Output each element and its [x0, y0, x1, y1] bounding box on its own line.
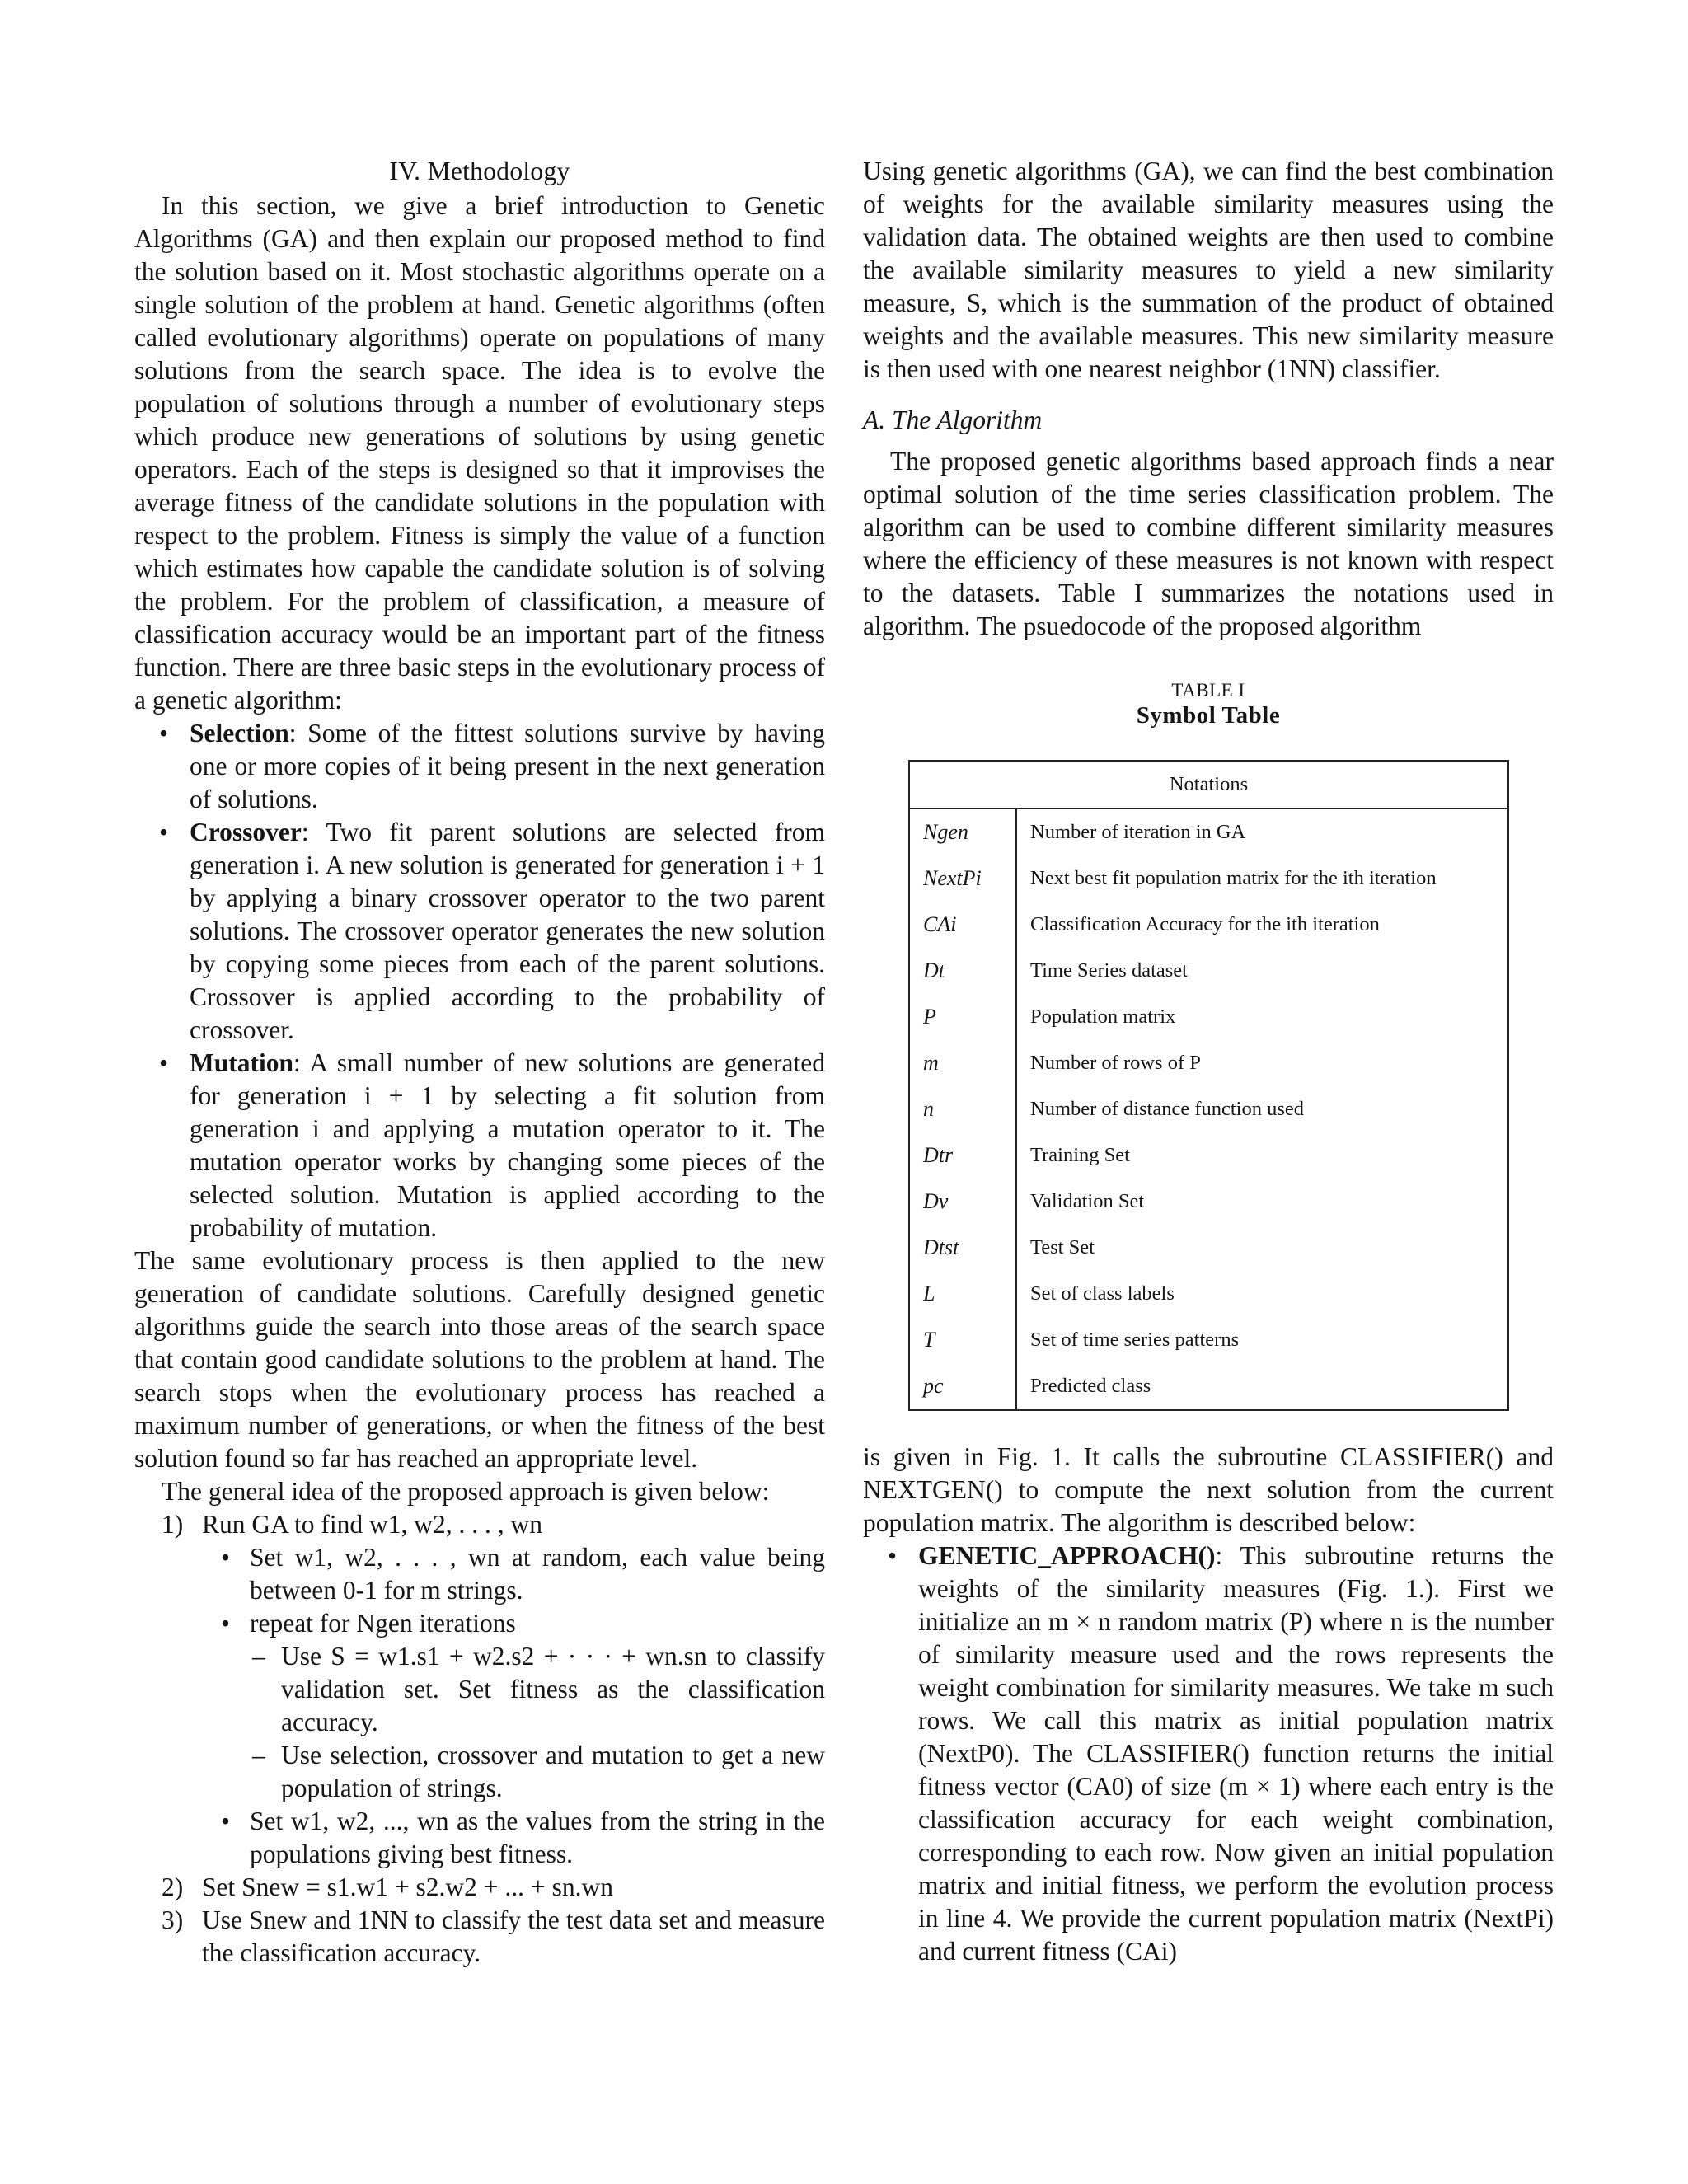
- table-caption: [863, 679, 1554, 729]
- symbol-table: [908, 760, 1509, 1411]
- description-cell: Number of distance function used: [1030, 1098, 1305, 1120]
- step-term: Crossover: [190, 818, 302, 846]
- symbol-cell: CAi: [909, 902, 1016, 948]
- item-text: Use Snew and 1NN to classify the test data set and measure the classification accuracy.: [202, 1905, 825, 1967]
- algorithm-paragraph: The proposed genetic algorithms based approach finds a near optimal solution of the time series classification problem. The algorithm can be used to combine different similarity measures where the efficiency of these measures is not known with respect to the datasets. Table I summarizes the notations used in algorithm. The psuedocode of the proposed algorithm: [863, 447, 1554, 640]
- sub-list-item: • Set w1, w2, ..., wn as the values from the string in the populations giving best fitness.: [134, 1805, 825, 1871]
- dash-list-item: – Use selection, crossover and mutation to get a new population of strings.: [134, 1739, 825, 1805]
- list-item: [134, 1904, 825, 1970]
- subroutine-term: GENETIC_APPROACH(): [918, 1541, 1216, 1570]
- item-text: Set Snew = s1.w1 + s2.w2 + ... + sn.wn: [202, 1872, 613, 1901]
- approach-list: [134, 1508, 825, 1541]
- evolution-paragraph: The same evolutionary process is then applied to the new generation of candidate solutions. Carefully designed genetic algorithms guide the search into those areas of the search space that contain good candidate solutions to the problem at hand. The search stops when the evolutionary process has reached a maximum number of generations, or when the fitness of the best solution found so far has reached an appropriate level.: [134, 1246, 825, 1473]
- ga-steps-list: [134, 717, 825, 1244]
- step-term: Mutation: [190, 1048, 293, 1077]
- table-row: [909, 1317, 1508, 1363]
- table-row: [909, 1086, 1508, 1132]
- symbol-cell: NextPi: [909, 855, 1016, 902]
- symbol-cell: L: [909, 1271, 1016, 1317]
- after-table-paragraph: is given in Fig. 1. It calls the subroutine CLASSIFIER() and NEXTGEN() to compute the next solution from the current population matrix. The algorithm is described below:: [863, 1442, 1554, 1537]
- description-cell: Set of class labels: [1030, 1282, 1175, 1305]
- step-text: : A small number of new solutions are generated for generation i + 1 by selecting a fit solution from generation i and applying a mutation operator to it. The mutation operator works by changing some pieces of the selected solution. Mutation is applied according to the probability of mutation.: [190, 1048, 825, 1242]
- subroutine-list: [863, 1540, 1554, 1968]
- description-cell: Training Set: [1030, 1144, 1130, 1166]
- description-cell: Predicted class: [1030, 1375, 1151, 1397]
- left-column: [134, 155, 825, 1970]
- table-row: [909, 994, 1508, 1040]
- symbol-cell: n: [909, 1086, 1016, 1132]
- description-cell: Classification Accuracy for the ith iteration: [1030, 913, 1380, 935]
- description-cell: Set of time series patterns: [1030, 1329, 1240, 1351]
- symbol-cell: Dtr: [909, 1132, 1016, 1179]
- table-row: [909, 1040, 1508, 1086]
- description-cell: Time Series dataset: [1030, 959, 1188, 982]
- table-row: [909, 808, 1508, 855]
- table-row: [909, 1363, 1508, 1410]
- table-title: Symbol Table: [1136, 702, 1281, 729]
- table-row: [909, 948, 1508, 994]
- table-row: [909, 1271, 1508, 1317]
- step-text: : Two fit parent solutions are selected from generation i. A new solution is generated for generation i + 1 by applying a binary crossover operator to the two parent solutions. The crossover operator generates the new solution by copying some pieces from each of the parent solutions. Crossover is applied according to the probability of crossover.: [190, 818, 825, 1044]
- item-number: 2): [162, 1872, 184, 1901]
- symbol-cell: Ngen: [909, 808, 1016, 855]
- symbol-table-body: [909, 808, 1508, 1410]
- symbol-cell: P: [909, 994, 1016, 1040]
- list-item: [134, 816, 825, 1047]
- symbol-cell: Dtst: [909, 1225, 1016, 1271]
- table-header: Notations: [909, 761, 1508, 808]
- symbol-cell: T: [909, 1317, 1016, 1363]
- description-cell: Test Set: [1030, 1236, 1095, 1258]
- symbol-cell: Dv: [909, 1179, 1016, 1225]
- item-text: Run GA to find w1, w2, . . . , wn: [202, 1510, 543, 1539]
- section-title: IV. Methodology: [389, 157, 570, 185]
- right-column: [863, 155, 1554, 1968]
- list-item: [134, 717, 825, 816]
- ga-paragraph: Using genetic algorithms (GA), we can find the best combination of weights for the available similarity measures using the validation data. The obtained weights are then used to combine the available similarity measures to yield a new similarity measure, S, which is the summation of the product of obtained weights and the available measures. This new similarity measure is then used with one nearest neighbor (1NN) classifier.: [863, 157, 1554, 383]
- symbol-cell: Dt: [909, 948, 1016, 994]
- item-number: 1): [162, 1510, 184, 1539]
- table-row: [909, 1179, 1508, 1225]
- dash-list-item: – Use S = w1.s1 + w2.s2 + · · · + wn.sn to classify validation set. Set fitness as the classification accuracy.: [134, 1640, 825, 1739]
- description-cell: Number of rows of P: [1030, 1052, 1201, 1074]
- table-row: [909, 902, 1508, 948]
- list-item: [134, 1508, 825, 1541]
- subsection-title: A. The Algorithm: [863, 405, 1043, 434]
- symbol-cell: pc: [909, 1363, 1016, 1410]
- intro-paragraph: In this section, we give a brief introduction to Genetic Algorithms (GA) and then explain our proposed method to find the solution based on it. Most stochastic algorithms operate on a single solution of the problem at hand. Genetic algorithms (often called evolutionary algorithms) operate on populations of many solutions from the search space. The idea is to evolve the population of solutions through a number of evolutionary steps which produce new generations of solutions by using genetic operators. Each of the steps is designed so that it improvises the average fitness of the candidate solutions in the population with respect to the problem. Fitness is simply the value of a function which estimates how capable the candidate solution is of solving the problem. For the problem of classification, a measure of classification accuracy would be an important part of the fitness function. There are three basic steps in the evolutionary process of a genetic algorithm:: [134, 191, 825, 715]
- table-row: [909, 1132, 1508, 1179]
- subroutine-text: : This subroutine returns the weights of the similarity measures (Fig. 1.). First we initialize an m × n random matrix (P) where n is the number of similarity measure used and the rows represents the weight combination for similarity measures. We take m such rows. We call this matrix as initial population matrix (NextP0). The CLASSIFIER() function returns the initial fitness vector (CA0) of size (m × 1) where each entry is the classification accuracy for each weight combination, corresponding to each row. Now given an initial population matrix and initial fitness, we perform the evolution process in line 4. We provide the current population matrix (NextPi) and current fitness (CAi): [918, 1541, 1554, 1966]
- list-item: [134, 1047, 825, 1244]
- table-row: [909, 1225, 1508, 1271]
- list-item: [863, 1540, 1554, 1968]
- table-row: [909, 855, 1508, 902]
- description-cell: Population matrix: [1030, 1005, 1176, 1028]
- general-idea-text: The general idea of the proposed approach is given below:: [162, 1477, 770, 1506]
- sub-list-item: • repeat for Ngen iterations: [134, 1607, 825, 1640]
- sub-list-item: • Set w1, w2, . . . , wn at random, each value being between 0-1 for m strings.: [134, 1541, 825, 1607]
- list-item: [134, 1871, 825, 1904]
- table-label: TABLE I: [1171, 680, 1245, 701]
- description-cell: Validation Set: [1030, 1190, 1145, 1212]
- description-cell: Next best fit population matrix for the ith iteration: [1030, 867, 1437, 889]
- description-cell: Number of iteration in GA: [1030, 821, 1246, 843]
- step-text: : Some of the fittest solutions survive by having one or more copies of it being present in the next generation of solutions.: [190, 719, 825, 813]
- symbol-cell: m: [909, 1040, 1016, 1086]
- item-number: 3): [162, 1905, 184, 1934]
- step-term: Selection: [190, 719, 289, 748]
